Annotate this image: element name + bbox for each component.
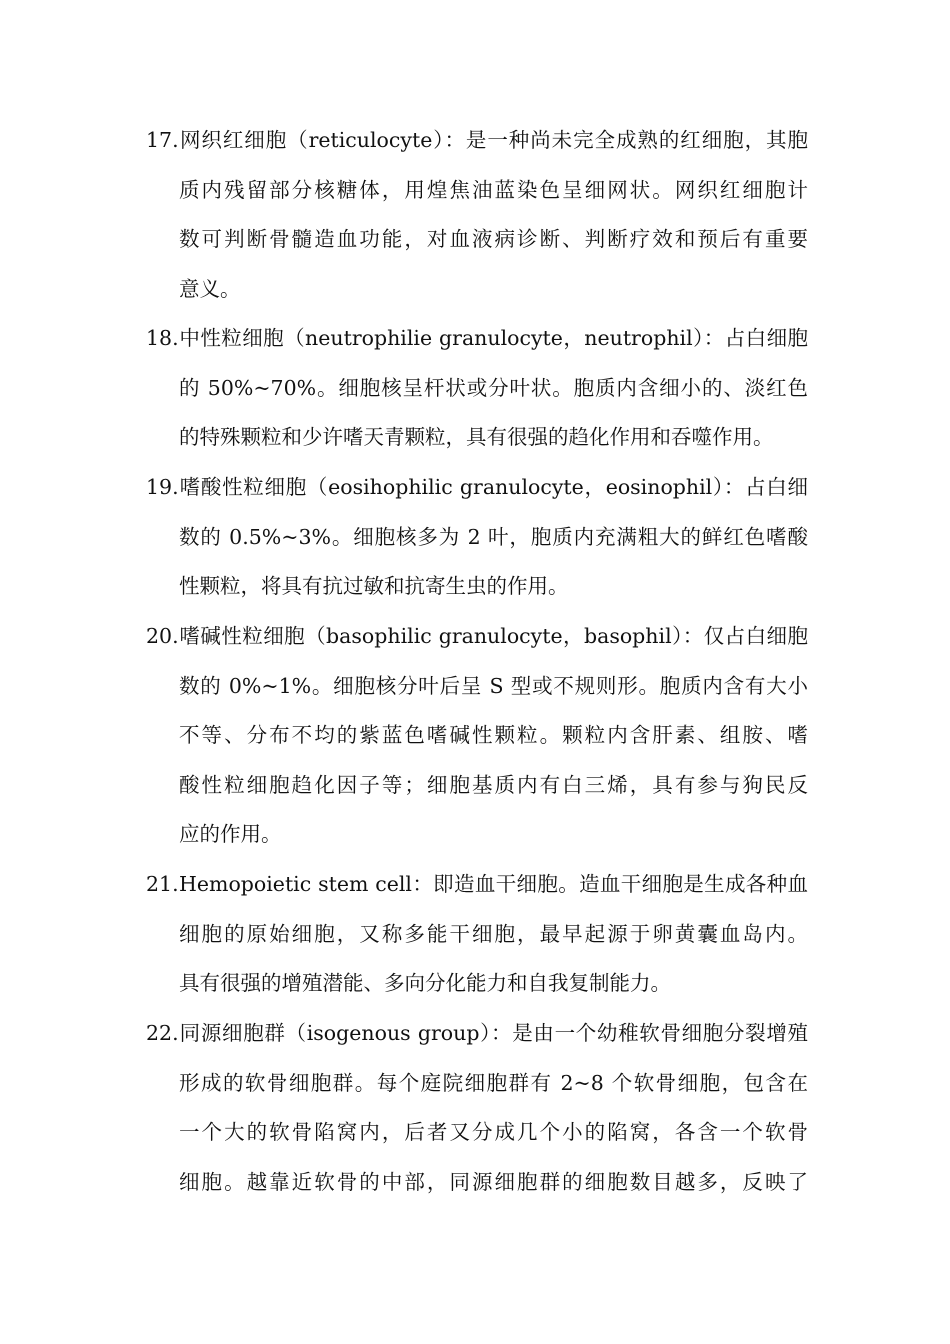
entry-line: 细胞的原始细胞，又称多能干细胞，最早起源于卵黄囊血岛内。	[179, 921, 808, 946]
entry-text: 嗜碱性粒细胞（basophilic granulocyte，basophil）：仅占白细胞	[179, 624, 808, 648]
entry-line: 数可判断骨髓造血功能，对血液病诊断、判断疗效和预后有重要	[179, 227, 808, 252]
entry-line	[146, 612, 808, 662]
entry-line: 意义。	[179, 276, 241, 301]
entry-line: 具有很强的增殖潜能、多向分化能力和自我复制能力。	[179, 971, 671, 996]
entry-18	[146, 314, 808, 463]
entry-line: 性颗粒，将具有抗过敏和抗寄生虫的作用。	[179, 574, 569, 599]
entry-line: 应的作用。	[179, 822, 282, 847]
entry-number: 18.	[146, 326, 179, 350]
entry-line: 细胞。越靠近软骨的中部，同源细胞群的细胞数目越多，反映了	[179, 1169, 808, 1194]
entry-number: 22.	[146, 1021, 179, 1045]
entry-text: 嗜酸性粒细胞（eosihophilic granulocyte，eosinophil）：占白细	[179, 475, 808, 499]
entry-text: 同源细胞群（isogenous group）：是由一个幼稚软骨细胞分裂增殖	[179, 1021, 808, 1045]
entry-text: Hemopoietic stem cell：即造血干细胞。造血干细胞是生成各种血	[179, 872, 808, 896]
entry-line	[146, 314, 808, 364]
entry-19	[146, 463, 808, 612]
entry-number: 17.	[146, 128, 179, 152]
entry-line	[146, 463, 808, 513]
entry-line: 不等、分布不均的紫蓝色嗜碱性颗粒。颗粒内含肝素、组胺、嗜	[179, 723, 808, 748]
entry-line: 质内残留部分核糖体，用煌焦油蓝染色呈细网状。网织红细胞计	[179, 177, 808, 202]
entry-21	[146, 860, 808, 1009]
entry-line	[146, 860, 808, 910]
entry-line: 形成的软骨细胞群。每个庭院细胞群有 2~8 个软骨细胞，包含在	[179, 1070, 808, 1095]
entry-number: 20.	[146, 624, 179, 648]
entry-number: 19.	[146, 475, 179, 499]
entry-17	[146, 116, 808, 314]
entry-line: 的 50%~70%。细胞核呈杆状或分叶状。胞质内含细小的、淡红色	[179, 375, 808, 400]
entry-line: 数的 0%~1%。细胞核分叶后呈 S 型或不规则形。胞质内含有大小	[179, 673, 808, 698]
entry-20	[146, 612, 808, 860]
entry-line: 数的 0.5%~3%。细胞核多为 2 叶，胞质内充满粗大的鲜红色嗜酸	[179, 524, 808, 549]
entry-line: 的特殊颗粒和少许嗜天青颗粒，具有很强的趋化作用和吞噬作用。	[179, 425, 774, 450]
entry-22	[146, 1009, 808, 1207]
entry-text: 网织红细胞（reticulocyte）：是一种尚未完全成熟的红细胞，其胞	[179, 128, 808, 152]
entry-text: 中性粒细胞（neutrophilie granulocyte，neutrophil）：占白细胞	[179, 326, 808, 350]
entry-line: 酸性粒细胞趋化因子等；细胞基质内有白三烯，具有参与狗民反	[179, 772, 808, 797]
entry-number: 21.	[146, 872, 179, 896]
entry-line	[146, 1009, 808, 1059]
entry-line: 一个大的软骨陷窝内，后者又分成几个小的陷窝，各含一个软骨	[179, 1120, 808, 1145]
entry-line	[146, 116, 808, 166]
